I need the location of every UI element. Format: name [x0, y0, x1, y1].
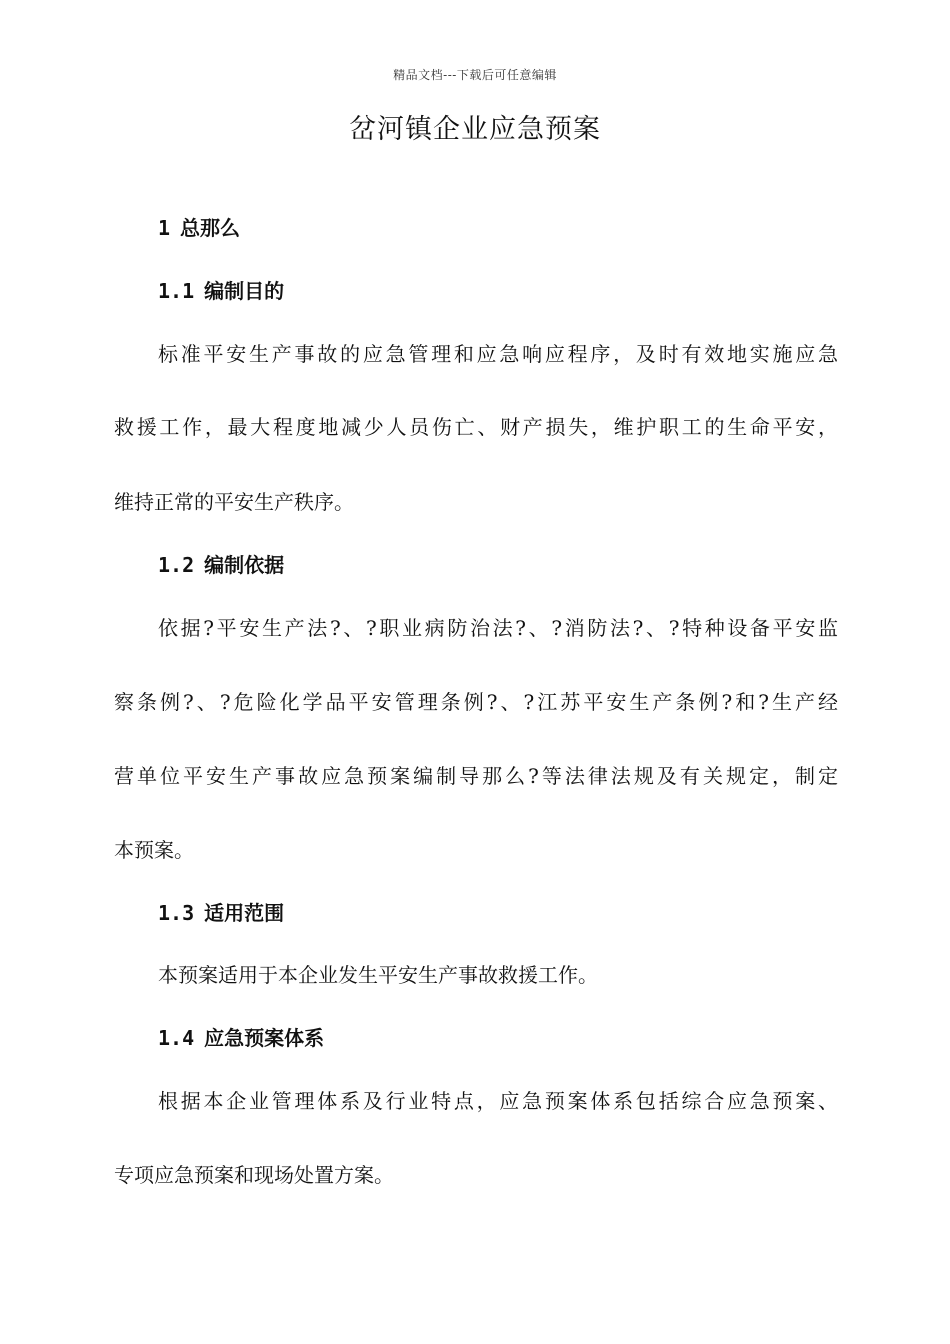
paragraph-line: 本预案。	[114, 838, 194, 862]
paragraph-line: 救援工作，最大程度地减少人员伤亡、财产损失，维护职工的生命平安，	[114, 415, 838, 439]
paragraph-line: 依据?平安生产法?、?职业病防治法?、?消防法?、?特种设备平安监	[158, 616, 838, 640]
header-note: 精品文档---下载后可任意编辑	[393, 68, 557, 82]
section-heading-1-4	[158, 1022, 324, 1051]
paragraph-line: 营单位平安生产事故应急预案编制导那么?等法律法规及有关规定，制定	[114, 764, 838, 788]
section-number: 1.2	[158, 553, 195, 577]
paragraph-line: 维持正常的平安生产秩序。	[114, 490, 354, 514]
section-heading-1-1	[158, 275, 284, 304]
section-number: 1.1	[158, 279, 195, 303]
section-heading-1-3	[158, 897, 284, 926]
section-title: 适用范围	[204, 901, 285, 925]
section-title: 应急预案体系	[204, 1026, 325, 1050]
section-number: 1.3	[158, 901, 195, 925]
paragraph-line: 察条例?、?危险化学品平安管理条例?、?江苏平安生产条例?和?生产经	[114, 690, 838, 714]
paragraph-line: 标准平安生产事故的应急管理和应急响应程序，及时有效地实施应急	[158, 342, 838, 366]
section-heading-1	[158, 212, 240, 241]
section-number: 1.4	[158, 1026, 195, 1050]
section-title: 编制目的	[204, 279, 285, 303]
document-title: 岔河镇企业应急预案	[349, 114, 601, 145]
section-heading-1-2	[158, 549, 284, 578]
paragraph-line: 本预案适用于本企业发生平安生产事故救援工作。	[158, 963, 598, 987]
paragraph-line: 根据本企业管理体系及行业特点，应急预案体系包括综合应急预案、	[158, 1089, 838, 1113]
section-title: 编制依据	[204, 553, 285, 577]
section-title: 总那么	[180, 216, 241, 240]
paragraph-line: 专项应急预案和现场处置方案。	[114, 1163, 394, 1187]
section-number: 1	[158, 216, 171, 240]
